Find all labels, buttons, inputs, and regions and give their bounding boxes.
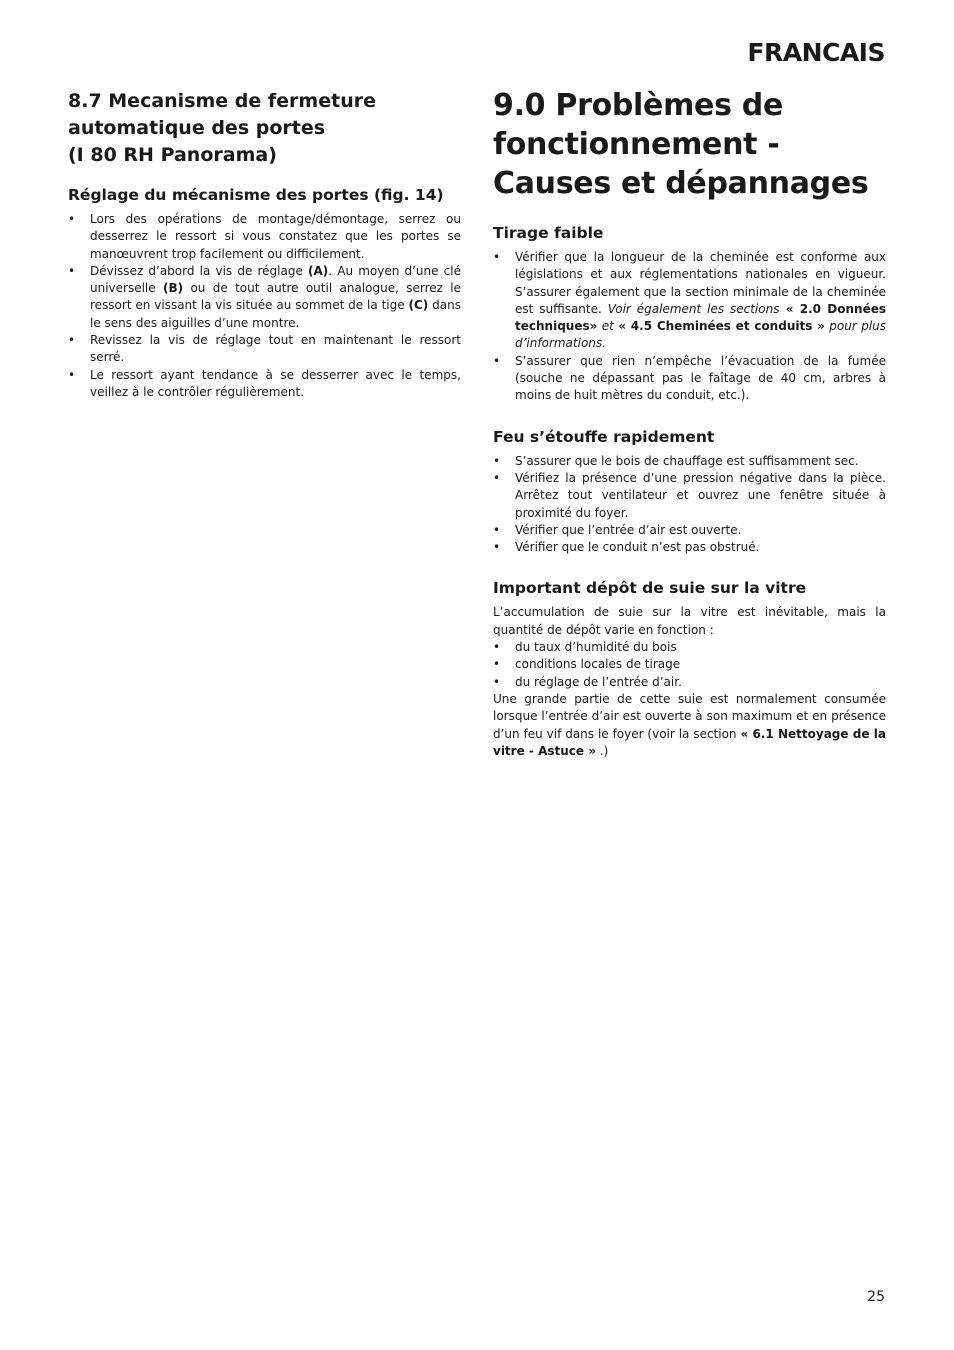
item-text: Vérifier que l’entrée d’air est ouverte. <box>515 522 742 537</box>
list-item <box>493 249 886 353</box>
tirage-list <box>493 249 886 405</box>
list-item <box>68 332 461 367</box>
suie-list <box>493 639 886 691</box>
page-number: 25 <box>867 1289 885 1305</box>
list-item <box>493 470 886 522</box>
title-line-1: 8.7 Mecanisme de fermeture <box>68 90 376 112</box>
bullet: • <box>493 353 501 368</box>
section-9 <box>493 86 886 782</box>
outro-text: Une grande partie de cette suie est normalement consumée lorsque l’entrée d’air est ouverte à son maximum et en présence d’un feu vif dans le foyer (voir la section <box>493 691 886 741</box>
item-text: . Au moyen d’une clé universelle <box>90 263 461 296</box>
bullet: • <box>68 367 76 382</box>
bullet: • <box>493 470 501 485</box>
item-text: Revissez la vis de réglage tout en maintenant le ressort serré. <box>90 333 461 365</box>
bullet: • <box>493 640 501 655</box>
bullet: • <box>493 250 501 264</box>
list-item <box>68 211 461 263</box>
bullet: • <box>493 674 501 689</box>
item-text: S’assurer que le bois de chauffage est suffisamment sec. <box>515 453 859 468</box>
bullet: • <box>493 657 501 672</box>
bullet: • <box>68 212 76 226</box>
section-ref: « 6.1 Nettoyage de la vitre - Astuce » <box>493 726 886 758</box>
title-line-3: (I 80 RH Panorama) <box>68 144 277 166</box>
item-italic: et <box>597 319 619 334</box>
suie-heading: Important dépôt de suie sur la vitre <box>493 579 807 598</box>
item-text: du réglage de l’entrée d’air. <box>515 674 682 689</box>
item-text: Le ressort ayant tendance à se desserrer avec le temps, veillez à le contrôler régulièrement. <box>90 367 461 399</box>
section-ref: « 2.0 Données techniques» <box>515 301 886 334</box>
section-ref: « 4.5 Cheminées et conduits » <box>618 319 825 334</box>
item-text: Lors des opérations de montage/démontage, serrez ou desserrez le ressort si vous constatez que les portes se manœuvrent trop facilement ou difficilement. <box>90 212 461 261</box>
title-line-1: 9.0 Problèmes de <box>493 88 784 123</box>
item-text: ou de tout autre outil analogue, serrez le ressort en vissant la vis située au sommet de la tige <box>90 281 461 313</box>
bullet: • <box>493 453 501 468</box>
feu-block <box>493 427 886 557</box>
feu-heading: Feu s’étouffe rapidement <box>493 427 715 446</box>
list-item <box>493 539 886 556</box>
door-adjustment-heading: Réglage du mécanisme des portes (fig. 14) <box>68 186 444 204</box>
label-c: (C) <box>408 298 429 313</box>
bullet: • <box>68 333 76 348</box>
list-item <box>493 353 886 405</box>
list-item <box>493 522 886 539</box>
feu-list <box>493 453 886 557</box>
item-text: Dévissez d’abord la vis de réglage <box>90 263 309 278</box>
list-item <box>68 263 461 332</box>
suie-intro: L’accumulation de suie sur la vitre est inévitable, mais la quantité de dépôt varie en fonction : <box>493 605 886 637</box>
section-8-7-title <box>68 88 461 169</box>
section-8-7 <box>68 88 461 401</box>
suie-outro <box>493 691 886 760</box>
label-a: (A) <box>308 263 329 278</box>
bullet: • <box>68 263 76 278</box>
title-line-2: fonctionnement - <box>493 127 780 162</box>
bullet: • <box>493 522 501 537</box>
label-b: (B) <box>163 281 184 296</box>
item-italic: Voir également les sections <box>607 301 780 316</box>
title-line-3: Causes et dépannages <box>493 166 869 201</box>
title-line-2: automatique des portes <box>68 117 326 139</box>
list-item <box>493 453 886 470</box>
item-text: Vérifier que le conduit n’est pas obstrué. <box>515 540 760 555</box>
language-header: FRANCAIS <box>747 38 885 67</box>
item-text: dans le sens des aiguilles d’une montre. <box>90 298 461 330</box>
section-9-title <box>493 86 886 203</box>
bullet: • <box>493 540 501 555</box>
suie-block <box>493 578 886 760</box>
door-adjustment-list <box>68 211 461 401</box>
list-item <box>493 674 886 691</box>
outro-text: .) <box>595 743 609 758</box>
tirage-block <box>493 223 886 405</box>
item-italic: pour plus d’informations. <box>515 319 887 351</box>
list-item <box>493 656 886 673</box>
item-text: Vérifiez la présence d’une pression négative dans la pièce. Arrêtez tout ventilateur et ouvrez une fenêtre située à proximité du foyer. <box>515 470 886 520</box>
item-text: S’assurer que rien n’empêche l’évacuation de la fumée (souche ne dépassant pas le faîtage de 40 cm, arbres à moins de huit mètres du conduit, etc.). <box>515 353 886 403</box>
item-text: du taux d’humidité du bois <box>515 640 677 655</box>
list-item <box>493 639 886 656</box>
tirage-heading: Tirage faible <box>493 224 604 242</box>
item-text: Vérifier que la longueur de la cheminée est conforme aux législations et aux réglementations nationales en vigueur. S’assurer également que la section minimale de la cheminée est suffisante. <box>515 250 886 316</box>
list-item <box>68 367 461 402</box>
item-text: conditions locales de tirage <box>515 657 681 672</box>
